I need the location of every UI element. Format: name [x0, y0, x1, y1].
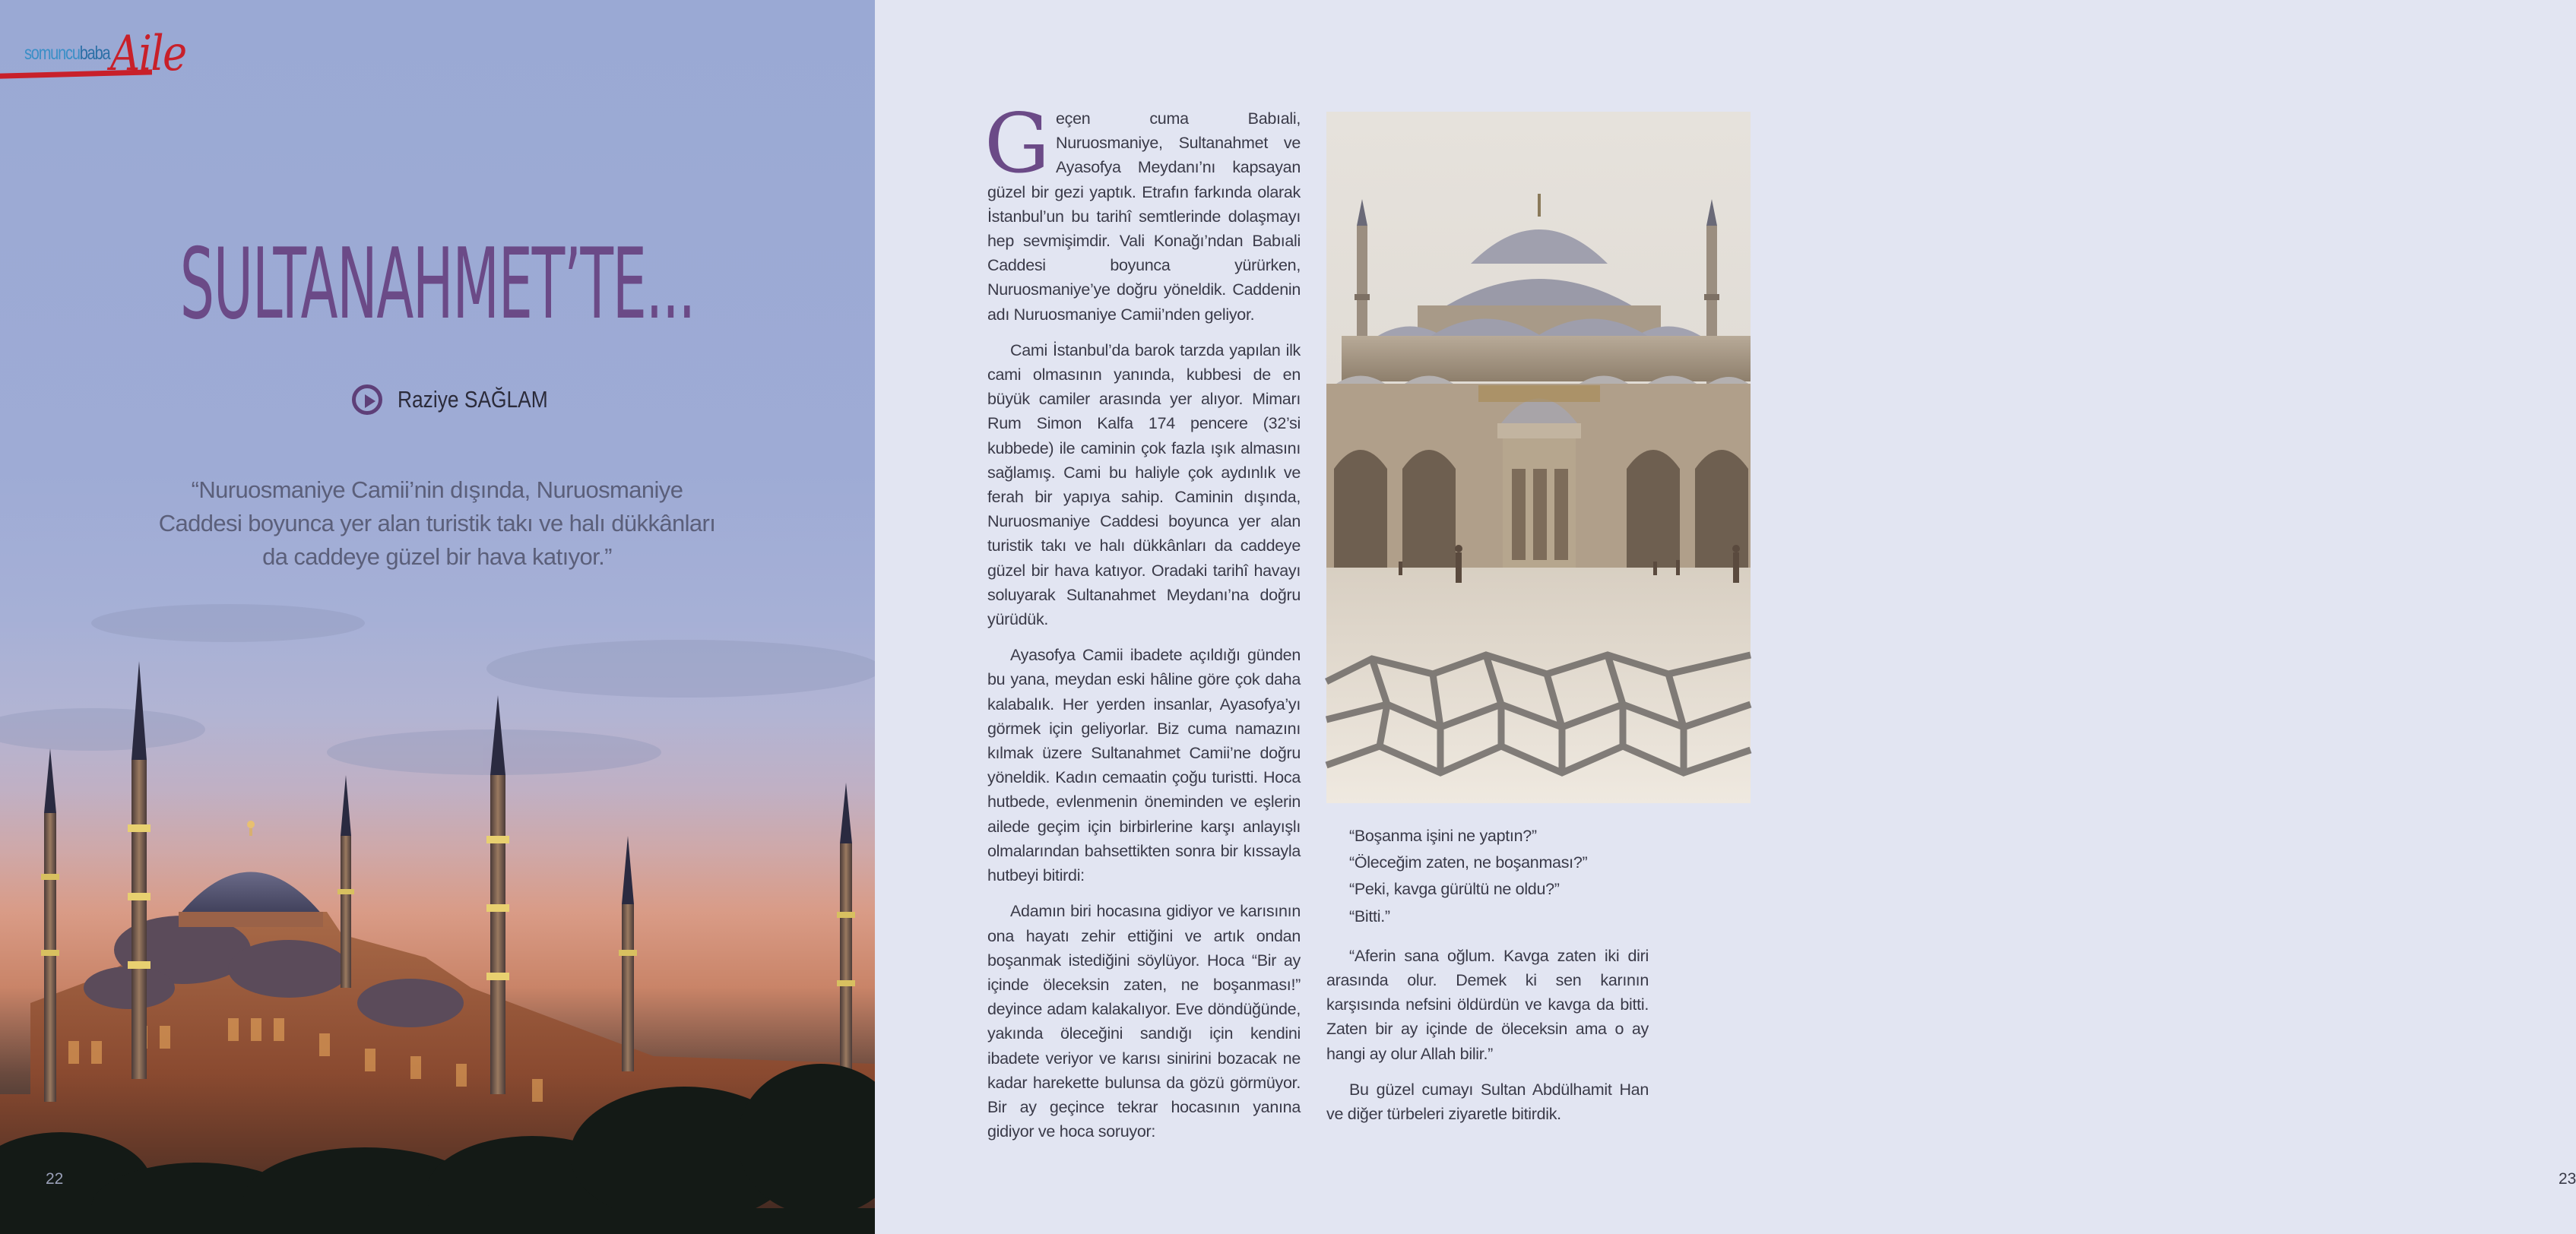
dialog-line-1: “Boşanma işini ne yaptın?” — [1349, 827, 1537, 845]
mosque-courtyard-illustration — [1326, 112, 1751, 803]
blue-mosque-dusk-photo — [0, 0, 875, 1234]
paragraph-4: Adamın biri hocasına gidiyor ve karısının ona hayatı zehir ettiğini ve artık ondan boşanmak istediğini söylüyor. Hoca “Bir ay içinde öleceksin zaten, ne boşanması!” deyince adam kalakalıyor. Eve döndüğünde, yakında öleceğini sandığı için kendini ibadete veriyor ve karısı sinirini bozacak ne kadar harekette bulunsa da gözü görmüyor. Bir ay geçince tekrar hocasının yanına gidiyor ve hoca soruyor: — [987, 902, 1301, 1141]
text-column-2 — [1326, 824, 1649, 1137]
right-page — [875, 0, 2576, 1234]
logo-section: Aile — [110, 26, 186, 82]
brand-logo — [0, 26, 190, 85]
paragraph-6: Bu güzel cumayı Sultan Abdülhamit Han ve diğer türbeleri ziyaretle bitirdik. — [1326, 1080, 1649, 1124]
author-name: Raziye SAĞLAM — [398, 386, 548, 413]
logo-brand-part2: baba — [79, 43, 110, 64]
dialog-line-2: “Öleceğim zaten, ne boşanması?” — [1349, 853, 1588, 872]
text-column-1 — [984, 97, 1301, 1155]
drop-cap: G — [984, 97, 1050, 191]
logo-brand-part1: somuncu — [24, 43, 80, 64]
author-byline — [352, 384, 575, 416]
dialog-line-4: “Bitti.” — [1349, 907, 1390, 926]
mosque-courtyard-photo — [1326, 112, 1751, 803]
paragraph-1-text: eçen cuma Babıali, Nuruosmaniye, Sultanahmet ve Ayasofya Meydanı’nı kapsayan güzel bir gezi yaptık. Etrafın farkında olarak İstanbul’un bu tarihî semtlerinde dolaşmayı hep sevmişimdir. Vali Konağı’ndan Babıali Caddesi boyunca yürürken, Nuruosmaniye’ye doğru yöneldik. Caddenin adı Nuruosmaniye Camii’nden geliyor. — [987, 109, 1301, 324]
paragraph-1 — [984, 97, 1301, 327]
logo-brand — [24, 43, 109, 65]
play-icon — [352, 384, 382, 415]
page-number-right: 23 — [2559, 1170, 2576, 1188]
dialog-line-3: “Peki, kavga gürültü ne oldu?” — [1349, 880, 1560, 899]
article-title: SULTANAHMET’TE... — [179, 228, 695, 341]
paragraph-5: “Aferin sana oğlum. Kavga zaten iki diri arasında olur. Demek ki sen karının karşısında nefsini öldürdün ve kavga da bitti. Zaten bir ay içinde de öleceksin ama o ay hangi ay olur Allah bilir.” — [1326, 946, 1649, 1063]
page-number-left: 22 — [46, 1170, 64, 1188]
paragraph-3: Ayasofya Camii ibadete açıldığı günden bu yana, meydan eski hâline göre çok daha kalabalık. Her yerden insanlar, Ayasofya’yı görmek için geliyorlar. Biz cuma namazını kılmak üzere Sultanahmet Camii’ne doğru yöneldik. Kadın cemaatin çoğu turistti. Hoca hutbede, evlenmenin öneminden ve eşlerin ailede geçim için birbirlerine karşı anlayışlı olmalarından bahsettikten sonra bir kıssayla hutbeyi bitirdi: — [987, 646, 1301, 885]
left-page — [0, 0, 875, 1234]
paragraph-2: Cami İstanbul’da barok tarzda yapılan ilk cami olmasının yanında, kubbesi de en büyük camiler arasında yer alıyor. Mimarı Rum Simon Kalfa 174 pencere (32’si kubbede) ile caminin çok fazla ışık almasını sağlamış. Cami bu haliyle çok aydınlık ve ferah bir yapıya sahip. Caminin dışında, Nuruosmaniye Caddesi boyunca yer alan turistik takı ve halı dükkânları da caddeye güzel bir hava katıyor. Oradaki tarihî havayı soluyarak Sultanahmet Meydanı’na doğru yürüdük. — [987, 340, 1301, 629]
pull-quote: “Nuruosmaniye Camii’nin dışında, Nuruosmaniye Caddesi boyunca yer alan turistik takı ve halı dükkânları da caddeye güzel bir hava katıyor.” — [158, 476, 716, 570]
